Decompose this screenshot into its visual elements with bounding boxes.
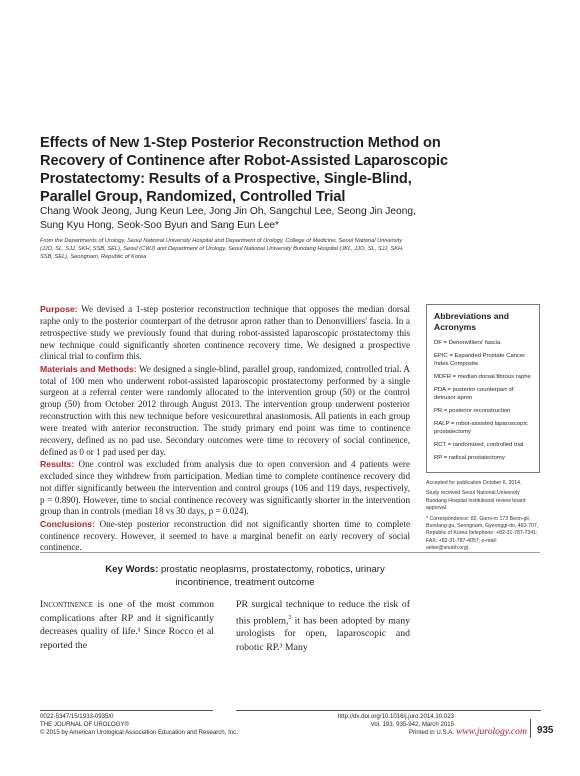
body-text-right-a: PR surgical technique to reduce the risk of this problem,: [236, 599, 410, 626]
page-number: 935: [537, 725, 554, 736]
purpose-text: We devised a 1-step posterior reconstruction technique that opposes the median dorsal raphe only to the posterior counterpart of the detrusor apron rather than to Denonvilliers' fascia. In a retrospective study we previously found that during robot-assisted laparoscopic prostatectomy this new technique could significantly shorten continence recovery time. We designed a prospective clinical trial to confirm this.: [40, 304, 411, 362]
body-column-left: [40, 598, 214, 652]
abbreviation-item: MDFR = median dorsal fibrous raphe: [434, 374, 531, 380]
results-heading: Results:: [40, 458, 75, 469]
page-number-divider: [530, 719, 531, 738]
issn: 0022-5347/15/1933-0935/0: [40, 713, 114, 720]
copyright: © 2015 by American Urological Association Education and Research, Inc.: [40, 728, 238, 736]
footer-rule: [40, 710, 213, 711]
abstract-results: [40, 459, 410, 518]
irb-note: Study received Seoul National University Bundang Hospital institutional review board approval.: [426, 490, 526, 512]
doi-link[interactable]: http://dx.doi.org/10.1016/j.juro.2014.10.023: [337, 713, 454, 720]
citation-superscript: 2: [288, 614, 292, 621]
article-title: Effects of New 1-Step Posterior Reconstruction Method on Recovery of Continence after Robot-Assisted Laparoscopic Prostatectomy: Results of a Prospective, Single-Blind, Parallel Group, Randomized, Controlled Trial: [40, 135, 448, 205]
abbreviation-item: PR = posterior reconstruction: [434, 408, 511, 414]
sidebar: [426, 304, 540, 556]
volume-info: Vol. 193, 935-942, March 2015: [370, 720, 454, 728]
journal-name: THE JOURNAL OF UROLOGY®: [40, 720, 129, 728]
abbreviation-item: DF = Denonvilliers' fascia: [434, 340, 501, 346]
abbreviation-item: RCT = randomized, controlled trial: [434, 442, 524, 448]
abbreviation-item: RALP = robot-assisted laparoscopic prostatectomy: [434, 421, 528, 435]
lead-word: Incontinence: [40, 599, 94, 610]
footer-rule: [236, 710, 541, 711]
correspondence-note: * Correspondence: 82, Gumi-ro 173 Beon-gil, Bundang-gu, Seongnam, Gyeonggi-do, 463-707, Republic of Korea (telephone: +82-31-787-7341; FAX: +82-31-787-4057; e-mail: selee@snubh.org).: [426, 515, 539, 552]
article-notes: [426, 480, 540, 553]
abstract: [40, 304, 410, 555]
abbreviation-item: PDA = posterior counterpart of detrusor apron: [434, 387, 514, 401]
results-text: One control was excluded from analysis due to open conversion and 4 patients were excluded since they withdrew from participation. Median time to complete continence recovery did not differ significantly between the intervention and control groups (106 and 119 days, respectively, p = 0.890). However, time to social continence recovery was significantly shorter in the intervention group than in controls (median 18 vs 30 days, p = 0.024).: [40, 458, 410, 517]
conclusions-heading: Conclusions:: [40, 518, 96, 529]
conclusions-text: One-step posterior reconstruction did not significantly shorten time to complete continence recovery. However, it seemed to have a marginal benefit on early recovery of social continence.: [40, 518, 410, 553]
body-text-left: is one of the most common complications after RP and it significantly decreases quality of life.¹ Since Rocco et al reported the: [40, 599, 214, 651]
keywords-label: Key Words:: [105, 564, 159, 575]
abstract-conclusions: [40, 519, 410, 555]
body-column-right: [236, 598, 410, 655]
abbreviations-box: [426, 304, 540, 473]
methods-text: We designed a single-blind, parallel group, randomized, controlled trial. A total of 100 men who underwent robot-assisted laparoscopic prostatectomy performed by a single surgeon at a referral center were randomly allocated to the intervention group (50) or the control group (50) from October 2012 through August 2013. The intervention group underwent posterior reconstruction with this new technique before vesicourethral anastomosis. All patients in each group were treated with anterior reconstruction. The study primary end point was time to continence recovery, defined as no pad use. Secondary outcomes were time to recovery of social continence, defined as 0 or 1 pad used per day.: [40, 363, 411, 457]
footer-left: [40, 713, 238, 736]
author-list: Chang Wook Jeong, Jung Keun Lee, Jong Jin Oh, Sangchul Lee, Seong Jin Jeong, Sung Kyu Hong, Seok-Soo Byun and Sang Eun Lee*: [40, 206, 416, 231]
abstract-methods: [40, 364, 410, 459]
journal-url[interactable]: www.jurology.com: [456, 726, 527, 737]
printed-in: Printed in U.S.A.: [408, 728, 454, 736]
methods-heading: Materials and Methods:: [40, 363, 137, 374]
affiliations: From the Departments of Urology, Seoul National University Hospital and Department of Urology, College of Medicine, Seoul National University (JJO, SL, SJJ, SKH, SSB, SEL), Seoul (CWJ) and Department of Urology, Seoul National University Bundang Hospital (JKL, JJO, SL, SJJ, SKH, SSB, SEL), Seongnam, Republic of Korea: [40, 238, 404, 260]
abbreviation-item: RP = radical prostatectomy: [434, 455, 505, 461]
abbreviation-item: EPIC = Expanded Prostate Cancer Index Composite: [434, 353, 526, 367]
footer-middle: [288, 713, 454, 736]
accepted-note: Accepted for publication October 6, 2014.: [426, 480, 522, 486]
abstract-purpose: [40, 304, 410, 363]
keywords-text: prostatic neoplasms, prostatectomy, robotics, urinary incontinence, treatment outcome: [161, 564, 385, 588]
body-text-right-b: it has been adopted by many urologists for open, laparoscopic and robotic RP.³ Many: [236, 614, 410, 654]
purpose-heading: Purpose:: [40, 304, 78, 314]
section-divider: [40, 552, 540, 553]
keywords: [80, 563, 410, 589]
abbreviations-heading: Abbreviations and Acronyms: [434, 311, 509, 332]
